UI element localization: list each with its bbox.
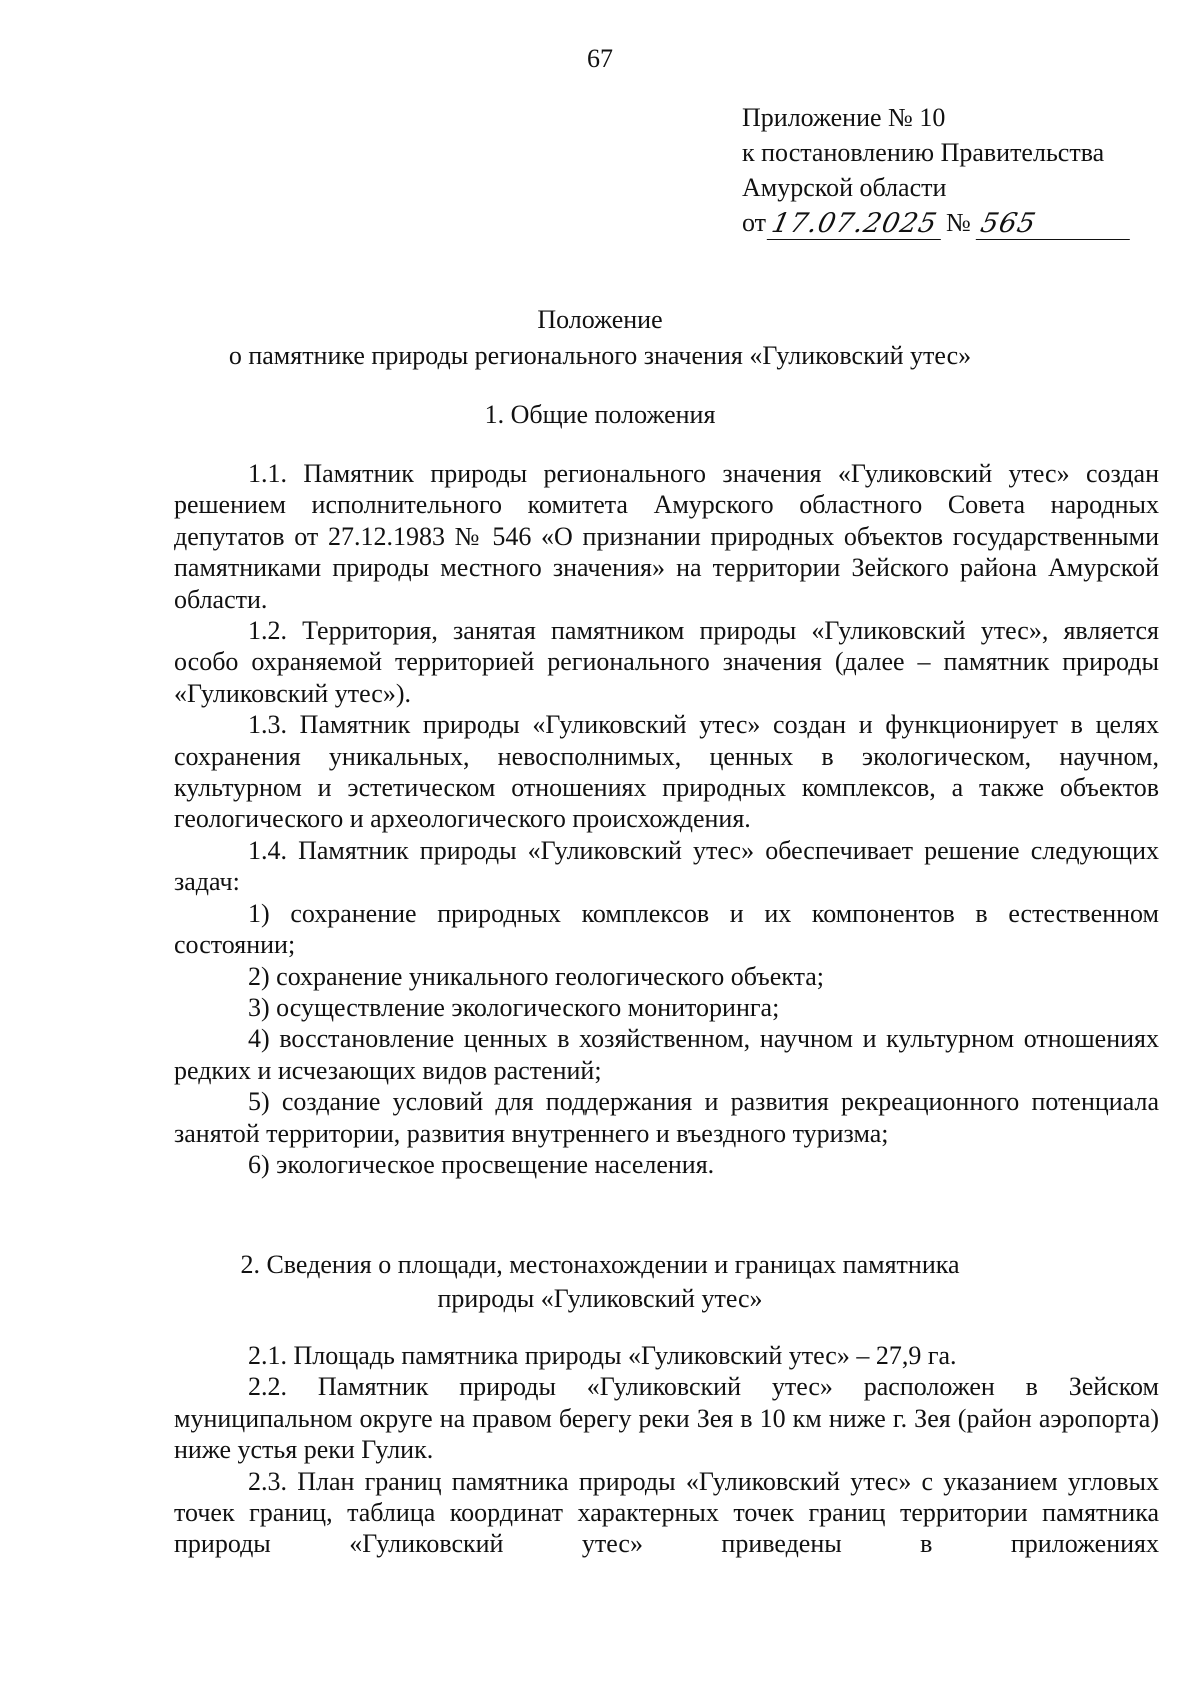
paragraph-1-3: 1.3. Памятник природы «Гуликовский утес» создан и функционирует в целях сохранения уникальных, невосполнимых, ценных в экологическом, научном, культурном и эстетическом отношениях природных комплексов, а также объектов геологического и археологического происхождения. — [174, 710, 1159, 834]
document-title — [0, 302, 1200, 374]
section-2-body — [174, 1340, 1159, 1560]
paragraph-2-2: 2.2. Памятник природы «Гуликовский утес» расположен в Зейском муниципальном округе на правом берегу реки Зея в 10 км ниже г. Зея (район аэропорта) ниже устья реки Гулик. — [174, 1372, 1159, 1465]
annex-from-label: от — [742, 208, 767, 237]
annex-line-3: Амурской области — [742, 173, 947, 202]
handwritten-number: 565 — [976, 209, 1137, 240]
paragraph-1-2: 1.2. Территория, занятая памятником природы «Гуликовский утес», является особо охраняемой территорией регионального значения (далее – памятник природы «Гуликовский утес»). — [174, 616, 1159, 708]
task-item-6: 6) экологическое просвещение населения. — [248, 1149, 715, 1179]
section-1-body — [174, 458, 1159, 1180]
annex-date-number-line — [742, 205, 1162, 240]
paragraph-1-1: 1.1. Памятник природы регионального значения «Гуликовский утес» создан решением исполнительного комитета Амурского областного Совета народных депутатов от 27.12.1983 № 546 «О признании природных объектов государственными памятниками природы местного значения» на территории Зейского района Амурской области. — [174, 459, 1159, 614]
task-item-2: 2) сохранение уникального геологического объекта; — [248, 961, 825, 991]
title-line-2: о памятнике природы регионального значения «Гуликовский утес» — [228, 341, 972, 370]
section-2-heading-line-2: природы «Гуликовский утес» — [437, 1284, 763, 1313]
section-2-heading — [0, 1248, 1200, 1316]
handwritten-date: 17.07.2025 — [767, 209, 948, 240]
paragraph-1-4: 1.4. Памятник природы «Гуликовский утес» обеспечивает решение следующих задач: — [174, 835, 1159, 897]
section-2-heading-line-1: 2. Сведения о площади, местонахождении и границах памятника — [240, 1250, 960, 1279]
annex-number-label: № — [946, 208, 971, 237]
annex-line-1: Приложение № 10 — [742, 103, 946, 132]
annex-header — [742, 100, 1162, 240]
task-item-4: 4) восстановление ценных в хозяйственном, научном и культурном отношениях редких и исчезающих видов растений; — [174, 1024, 1159, 1085]
annex-line-2: к постановлению Правительства — [742, 138, 1105, 167]
section-1-heading: 1. Общие положения — [484, 400, 716, 429]
task-item-3: 3) осуществление экологического мониторинга; — [248, 992, 780, 1022]
paragraph-2-1: 2.1. Площадь памятника природы «Гуликовский утес» – 27,9 га. — [248, 1341, 957, 1370]
page-number: 67 — [587, 44, 613, 73]
task-item-1: 1) сохранение природных комплексов и их компонентов в естественном состоянии; — [174, 898, 1159, 960]
task-item-5: 5) создание условий для поддержания и развития рекреационного потенциала занятой территории, развития внутреннего и въездного туризма; — [174, 1087, 1159, 1148]
title-line-1: Положение — [537, 305, 663, 334]
paragraph-2-3: 2.3. План границ памятника природы «Гуликовский утес» с указанием угловых точек границ, таблица координат характерных точек границ территории памятника природы «Гуликовский утес» приведены в приложениях — [174, 1466, 1159, 1559]
